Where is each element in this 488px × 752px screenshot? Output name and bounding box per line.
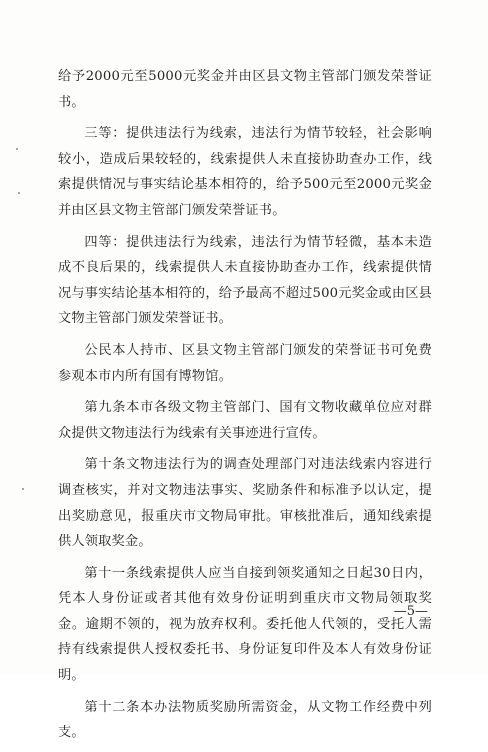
paragraph-award-fourth: 四等：提供违法行为线索，违法行为情节轻微，基本未造成不良后果的，线索提供人未直接协助查办工作，线索提供情况与事实结论基本相符的，给予最高不超过500元奖金或由区县文物主管部门颁发荣誉证书。: [58, 234, 432, 327]
paragraph-museum-free-visit: 公民本人持市、区县文物主管部门颁发的荣誉证书可免费参观本市内所有国有博物馆。: [58, 342, 432, 384]
paragraph-award-second-continued: 给予2000元至5000元奖金并由区县文物主管部门颁发荣誉证书。: [58, 69, 432, 110]
paragraph-article-10: 第十条文物违法行为的调查处理部门对违法线索内容进行调查核实，并对文物违法事实、奖励条件和标准予以认定，提出奖励意见，报重庆市文物局审批。审核批准后，通知线索提供人领取奖金。: [58, 457, 432, 550]
scan-speck: [18, 192, 20, 194]
page-number: —5—: [393, 604, 428, 619]
paragraph-article-11: 第十一条线索提供人应当自接到领奖通知之日起30日内，凭本人身份证或者其他有效身份证明到重庆市文物局领取奖金。逾期不领的，视为放弃权利。委托他人代领的，受托人需持有线索提供人授权委托书、身份证复印件及本人有效身份证明。: [58, 565, 432, 684]
paragraph-article-12: 第十二条本办法物质奖励所需资金，从文物工作经费中列支。: [58, 699, 432, 741]
scan-speck: [16, 148, 18, 150]
paragraph-article-9: 第九条本市各级文物主管部门、国有文物收藏单位应对群众提供文物违法行为线索有关事迹进行宣传。: [58, 400, 432, 441]
paragraph-award-third: 三等：提供违法行为线索，违法行为情节较轻，社会影响较小，造成后果较轻的，线索提供人未直接协助查办工作，线索提供情况与事实结论基本相符的，给予500元至2000元奖金并由区县文物主管部门颁发荣誉证书。: [58, 126, 432, 218]
scan-speck: [22, 488, 24, 490]
document-body: [58, 64, 432, 752]
